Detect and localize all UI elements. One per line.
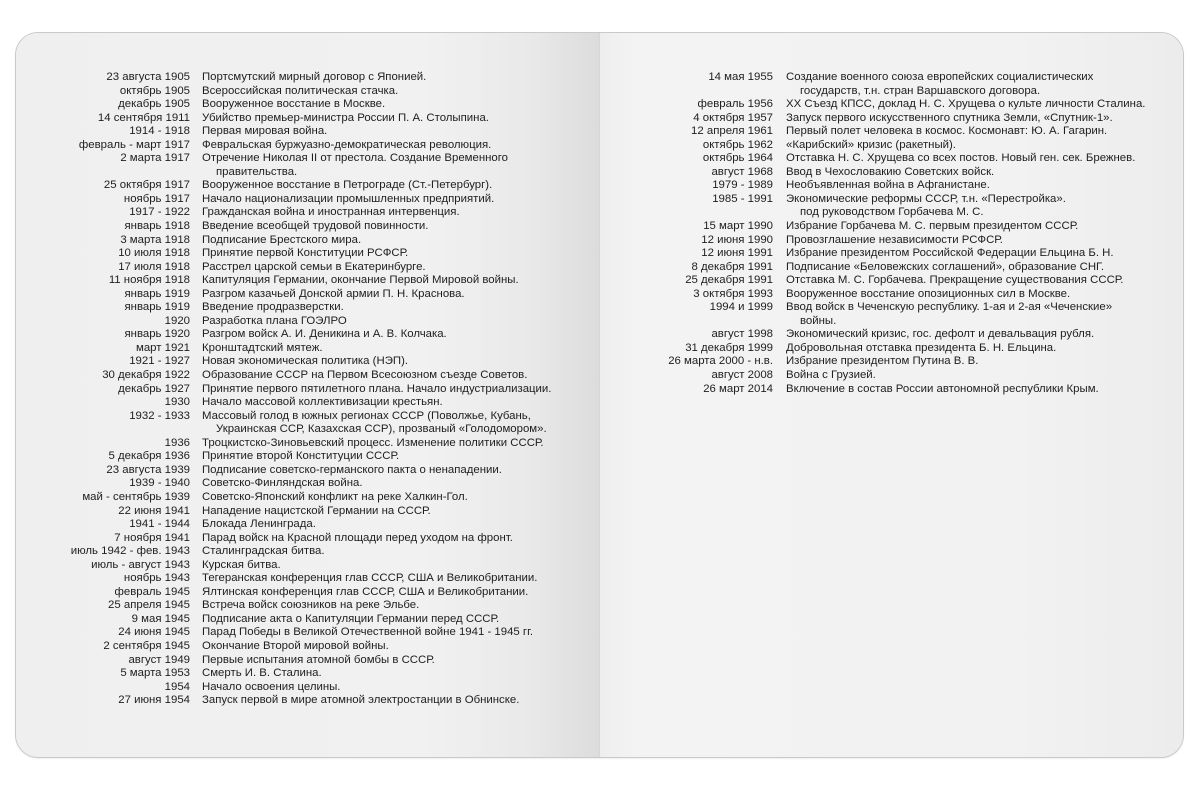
timeline-entry bbox=[16, 139, 551, 153]
timeline-entry bbox=[600, 179, 1145, 193]
entry-date bbox=[600, 206, 773, 220]
entry-date: январь 1919 bbox=[124, 287, 190, 300]
entry-description: Смерть И. В. Сталина. bbox=[202, 667, 322, 680]
entry-description: Нападение нацистской Германии на СССР. bbox=[202, 504, 431, 517]
timeline-entry bbox=[16, 234, 551, 248]
entry-description: Ввод войск в Чеченскую республику. 1-ая и 2-ая «Чеченские» bbox=[786, 301, 1113, 314]
entry-description: Принятие второй Конституции СССР. bbox=[202, 450, 400, 463]
entry-date: февраль - март 1917 bbox=[78, 138, 190, 151]
entry-description: Принятие первого пятилетного плана. Начало индустриализации. bbox=[202, 382, 552, 395]
entry-description: Начало массовой коллективизации крестьян. bbox=[202, 396, 443, 409]
left-timeline bbox=[16, 71, 551, 708]
timeline-entry bbox=[16, 179, 551, 193]
entry-date: 8 декабря 1991 bbox=[691, 260, 773, 273]
timeline-entry bbox=[16, 383, 551, 397]
entry-date: 12 июня 1990 bbox=[701, 233, 773, 246]
open-book bbox=[16, 33, 1183, 757]
entry-date: 10 июля 1918 bbox=[118, 247, 190, 260]
right-timeline bbox=[600, 71, 1145, 396]
entry-date: 12 июня 1991 bbox=[701, 247, 773, 260]
entry-description: XX Съезд КПСС, доклад Н. С. Хрущева о культе личности Сталина. bbox=[786, 98, 1146, 111]
timeline-entry bbox=[600, 261, 1145, 275]
entry-date bbox=[16, 166, 190, 180]
timeline-entry bbox=[16, 315, 551, 329]
timeline-entry bbox=[16, 505, 551, 519]
entry-date: 25 октября 1917 bbox=[103, 179, 190, 192]
timeline-entry-continuation bbox=[16, 166, 551, 180]
entry-description: Вооруженное восстание опозиционных сил в Москве. bbox=[786, 287, 1071, 300]
timeline-entry bbox=[16, 261, 551, 275]
entry-description: Провозглашение независимости РСФСР. bbox=[786, 233, 1003, 246]
timeline-entry bbox=[16, 464, 551, 478]
timeline-entry bbox=[600, 274, 1145, 288]
entry-description: под руководством Горбачева М. С. bbox=[800, 206, 984, 219]
entry-date: 25 декабря 1991 bbox=[685, 274, 773, 287]
timeline-entry bbox=[16, 626, 551, 640]
entry-date: январь 1920 bbox=[124, 328, 190, 341]
timeline-entry bbox=[16, 491, 551, 505]
entry-description: Убийство премьер-министра России П. А. Столыпина. bbox=[202, 111, 489, 124]
entry-date: 1932 - 1933 bbox=[129, 409, 190, 422]
entry-description: Февральская буржуазно-демократическая революция. bbox=[202, 138, 492, 151]
entry-date: 9 мая 1945 bbox=[131, 612, 190, 625]
timeline-entry bbox=[16, 559, 551, 573]
entry-date: 24 июня 1945 bbox=[118, 626, 190, 639]
entry-date: 1930 bbox=[164, 396, 190, 409]
entry-description: Подписание акта о Капитуляции Германии перед СССР. bbox=[202, 612, 500, 625]
entry-description: государств, т.н. стран Варшавского договора. bbox=[800, 84, 1041, 97]
timeline-entry bbox=[16, 396, 551, 410]
timeline-entry-continuation bbox=[16, 423, 551, 437]
entry-description: Начало освоения целины. bbox=[202, 680, 341, 693]
entry-date: декабрь 1927 bbox=[118, 382, 190, 395]
entry-date: 1979 - 1989 bbox=[712, 179, 773, 192]
entry-date: 1954 bbox=[164, 680, 190, 693]
timeline-entry bbox=[16, 247, 551, 261]
entry-date: 7 ноября 1941 bbox=[114, 531, 190, 544]
entry-date: октябрь 1962 bbox=[702, 138, 773, 151]
entry-date: 1941 - 1944 bbox=[129, 518, 190, 531]
entry-description: Блокада Ленинграда. bbox=[202, 518, 316, 531]
timeline-entry bbox=[16, 98, 551, 112]
timeline-entry bbox=[16, 193, 551, 207]
timeline-entry bbox=[16, 694, 551, 708]
entry-description: Разгром казачьей Донской армии П. Н. Краснова. bbox=[202, 287, 465, 300]
entry-description: Портсмутский мирный договор с Японией. bbox=[202, 71, 427, 83]
entry-date: 26 март 2014 bbox=[703, 382, 773, 395]
entry-date: 4 октября 1957 bbox=[693, 111, 773, 124]
entry-date: октябрь 1964 bbox=[702, 152, 773, 165]
timeline-entry bbox=[16, 667, 551, 681]
timeline-entry bbox=[16, 599, 551, 613]
timeline-entry bbox=[600, 328, 1145, 342]
entry-date: март 1921 bbox=[136, 341, 190, 354]
entry-description: Запуск первого искусственного спутника Земли, «Спутник-1». bbox=[786, 111, 1113, 124]
timeline-entry bbox=[600, 220, 1145, 234]
entry-date: 5 марта 1953 bbox=[120, 667, 190, 680]
timeline-entry bbox=[16, 518, 551, 532]
timeline-entry bbox=[16, 532, 551, 546]
timeline-entry bbox=[600, 112, 1145, 126]
entry-date: 31 декабря 1999 bbox=[685, 341, 773, 354]
entry-description: Окончание Второй мировой войны. bbox=[202, 639, 389, 652]
entry-description: Необъявленная война в Афганистане. bbox=[786, 179, 990, 192]
entry-description: Принятие первой Конституции РСФСР. bbox=[202, 247, 409, 260]
entry-date: 12 апреля 1961 bbox=[691, 125, 773, 138]
entry-date: январь 1918 bbox=[124, 220, 190, 233]
entry-description: Советско-Финляндская война. bbox=[202, 477, 363, 490]
entry-description: Введение продразверстки. bbox=[202, 301, 344, 314]
entry-description: Гражданская война и иностранная интервенция. bbox=[202, 206, 460, 219]
entry-description: Парад Победы в Великой Отечественной войне 1941 - 1945 гг. bbox=[202, 626, 534, 639]
right-page bbox=[600, 33, 1183, 757]
entry-date: февраль 1945 bbox=[114, 585, 190, 598]
timeline-entry bbox=[16, 301, 551, 315]
entry-description: Подписание советско-германского пакта о ненападении. bbox=[202, 463, 502, 476]
entry-date bbox=[600, 315, 773, 329]
entry-description: Подписание Брестского мира. bbox=[202, 233, 362, 246]
timeline-entry bbox=[600, 301, 1145, 315]
timeline-entry bbox=[600, 193, 1145, 207]
timeline-entry bbox=[16, 410, 551, 424]
entry-description: Избрание Горбачева М. С. первым президентом СССР. bbox=[786, 220, 1079, 233]
entry-description: Вооруженное восстание в Петрограде (Ст.-Петербург). bbox=[202, 179, 493, 192]
entry-date: август 1949 bbox=[128, 653, 190, 666]
timeline-entry bbox=[600, 355, 1145, 369]
timeline-entry bbox=[16, 206, 551, 220]
timeline-entry bbox=[600, 125, 1145, 139]
timeline-entry-continuation bbox=[600, 85, 1145, 99]
entry-date: 23 августа 1905 bbox=[106, 71, 190, 83]
timeline-entry bbox=[16, 681, 551, 695]
timeline-entry bbox=[600, 342, 1145, 356]
timeline-entry bbox=[16, 654, 551, 668]
entry-date: 30 декабря 1922 bbox=[102, 369, 190, 382]
entry-date: ноябрь 1917 bbox=[123, 192, 190, 205]
timeline-entry bbox=[600, 383, 1145, 397]
entry-date: 1920 bbox=[164, 314, 190, 327]
entry-description: Новая экономическая политика (НЭП). bbox=[202, 355, 409, 368]
left-page bbox=[16, 33, 600, 757]
entry-date: 1917 - 1922 bbox=[129, 206, 190, 219]
entry-date: 15 март 1990 bbox=[703, 220, 773, 233]
entry-date: август 1968 bbox=[711, 165, 773, 178]
entry-date: 27 июня 1954 bbox=[118, 694, 190, 707]
entry-date: 11 ноября 1918 bbox=[108, 274, 190, 287]
timeline-entry bbox=[600, 288, 1145, 302]
entry-description: Парад войск на Красной площади перед уходом на фронт. bbox=[202, 531, 513, 544]
entry-description: Война с Грузией. bbox=[786, 369, 876, 382]
entry-description: Экономический кризис, гос. дефолт и девальвация рубля. bbox=[786, 328, 1095, 341]
entry-description: Запуск первой в мире атомной электростанции в Обнинске. bbox=[202, 694, 520, 707]
timeline-entry bbox=[16, 437, 551, 451]
timeline-entry bbox=[600, 98, 1145, 112]
timeline-entry bbox=[600, 139, 1145, 153]
entry-description: Экономические реформы СССР, т.н. «Перестройка». bbox=[786, 192, 1066, 205]
entry-date: август 2008 bbox=[711, 369, 773, 382]
timeline-entry bbox=[16, 328, 551, 342]
entry-description: Избрание президентом Путина В. В. bbox=[786, 355, 979, 368]
timeline-entry bbox=[16, 274, 551, 288]
entry-description: «Карибский» кризис (ракетный). bbox=[786, 138, 956, 151]
entry-description: Начало национализации промышленных предприятий. bbox=[202, 192, 495, 205]
entry-description: Советско-Японский конфликт на реке Халкин-Гол. bbox=[202, 490, 468, 503]
timeline-entry bbox=[600, 369, 1145, 383]
entry-date: 26 марта 2000 - н.в. bbox=[668, 355, 773, 368]
entry-description: Образование СССР на Первом Всесоюзном съезде Советов. bbox=[202, 369, 528, 382]
timeline-entry bbox=[600, 152, 1145, 166]
entry-description: Включение в состав России автономной республики Крым. bbox=[786, 382, 1099, 395]
entry-description: Первая мировая война. bbox=[202, 125, 328, 138]
timeline-entry bbox=[600, 234, 1145, 248]
entry-date: 14 сентября 1911 bbox=[97, 111, 190, 124]
entry-date: ноябрь 1943 bbox=[123, 572, 190, 585]
entry-description: Разработка плана ГОЭЛРО bbox=[202, 314, 347, 327]
timeline-entry bbox=[16, 355, 551, 369]
entry-description: Введение всеобщей трудовой повинности. bbox=[202, 220, 429, 233]
entry-description: Подписание «Беловежских соглашений», образование СНГ. bbox=[786, 260, 1104, 273]
entry-date: 1914 - 1918 bbox=[129, 125, 190, 138]
timeline-entry bbox=[16, 545, 551, 559]
timeline-entry bbox=[16, 125, 551, 139]
entry-date: 1994 и 1999 bbox=[709, 301, 773, 314]
entry-date: февраль 1956 bbox=[697, 98, 773, 111]
timeline-entry bbox=[16, 369, 551, 383]
entry-description: Встреча войск союзников на реке Эльбе. bbox=[202, 599, 420, 612]
entry-date: январь 1919 bbox=[124, 301, 190, 314]
entry-description: правительства. bbox=[216, 165, 298, 178]
timeline-entry-continuation bbox=[600, 315, 1145, 329]
timeline-entry bbox=[16, 71, 551, 85]
entry-description: Вооруженное восстание в Москве. bbox=[202, 98, 386, 111]
entry-date: 3 марта 1918 bbox=[120, 233, 190, 246]
entry-date: 1939 - 1940 bbox=[129, 477, 190, 490]
entry-description: Сталинградская битва. bbox=[202, 545, 325, 558]
entry-date: 2 марта 1917 bbox=[120, 152, 190, 165]
entry-description: Ввод в Чехословакию Советских войск. bbox=[786, 165, 995, 178]
entry-date: 2 сентября 1945 bbox=[103, 639, 190, 652]
entry-date: 14 мая 1955 bbox=[708, 71, 773, 83]
entry-description: Отставка Н. С. Хрущева со всех постов. Новый ген. сек. Брежнев. bbox=[786, 152, 1136, 165]
timeline-entry bbox=[16, 572, 551, 586]
timeline-entry bbox=[600, 247, 1145, 261]
entry-date: июль 1942 - фев. 1943 bbox=[70, 545, 190, 558]
timeline-entry bbox=[16, 613, 551, 627]
entry-description: Создание военного союза европейских социалистических bbox=[786, 71, 1094, 83]
entry-description: Кронштадтский мятеж. bbox=[202, 341, 323, 354]
entry-description: Расстрел царской семьи в Екатеринбурге. bbox=[202, 260, 426, 273]
entry-description: Ялтинская конференция глав СССР, США и Великобритании. bbox=[202, 585, 529, 598]
entry-description: Курская битва. bbox=[202, 558, 281, 571]
timeline-entry bbox=[16, 450, 551, 464]
entry-date: 1985 - 1991 bbox=[712, 192, 773, 205]
timeline-entry bbox=[16, 477, 551, 491]
timeline-entry bbox=[16, 288, 551, 302]
entry-description: войны. bbox=[800, 314, 837, 327]
entry-date bbox=[600, 85, 773, 99]
entry-date: 23 августа 1939 bbox=[106, 463, 190, 476]
timeline-entry bbox=[600, 71, 1145, 85]
entry-date: 1936 bbox=[164, 436, 190, 449]
entry-description: Первые испытания атомной бомбы в СССР. bbox=[202, 653, 435, 666]
entry-description: Всероссийская политическая стачка. bbox=[202, 84, 399, 97]
entry-description: Добровольная отставка президента Б. Н. Ельцина. bbox=[786, 341, 1057, 354]
entry-date: август 1998 bbox=[711, 328, 773, 341]
entry-date: май - сентябрь 1939 bbox=[82, 490, 190, 503]
entry-date: 1921 - 1927 bbox=[129, 355, 190, 368]
entry-date: 5 декабря 1936 bbox=[108, 450, 190, 463]
entry-description: Украинская ССР, Казахская ССР), прозваный «Голодомором». bbox=[216, 423, 547, 436]
timeline-entry bbox=[16, 85, 551, 99]
entry-date: 22 июня 1941 bbox=[118, 504, 190, 517]
entry-description: Первый полет человека в космос. Космонавт: Ю. А. Гагарин. bbox=[786, 125, 1108, 138]
entry-description: Тегеранская конференция глав СССР, США и Великобритании. bbox=[202, 572, 538, 585]
entry-description: Отречение Николая II от престола. Создание Временного bbox=[202, 152, 508, 165]
entry-date: 25 апреля 1945 bbox=[108, 599, 190, 612]
timeline-entry bbox=[16, 342, 551, 356]
timeline-entry-continuation bbox=[600, 206, 1145, 220]
entry-description: Троцкистско-Зиновьевский процесс. Изменение политики СССР. bbox=[202, 436, 544, 449]
timeline-entry bbox=[16, 112, 551, 126]
entry-description: Избрание президентом Российской Федерации Ельцина Б. Н. bbox=[786, 247, 1114, 260]
timeline-entry bbox=[16, 640, 551, 654]
entry-description: Массовый голод в южных регионах СССР (Поволжье, Кубань, bbox=[202, 409, 531, 422]
entry-description: Капитуляция Германии, окончание Первой Мировой войны. bbox=[202, 274, 519, 287]
entry-date bbox=[16, 423, 190, 437]
timeline-entry bbox=[600, 166, 1145, 180]
timeline-entry bbox=[16, 586, 551, 600]
entry-date: 17 июля 1918 bbox=[118, 260, 190, 273]
timeline-entry bbox=[16, 152, 551, 166]
timeline-entry bbox=[16, 220, 551, 234]
entry-date: октябрь 1905 bbox=[119, 84, 190, 97]
entry-description: Отставка М. С. Горбачева. Прекращение существования СССР. bbox=[786, 274, 1124, 287]
entry-date: июль - август 1943 bbox=[91, 558, 190, 571]
entry-description: Разгром войск А. И. Деникина и А. В. Колчака. bbox=[202, 328, 447, 341]
entry-date: декабрь 1905 bbox=[118, 98, 190, 111]
entry-date: 3 октября 1993 bbox=[693, 287, 773, 300]
